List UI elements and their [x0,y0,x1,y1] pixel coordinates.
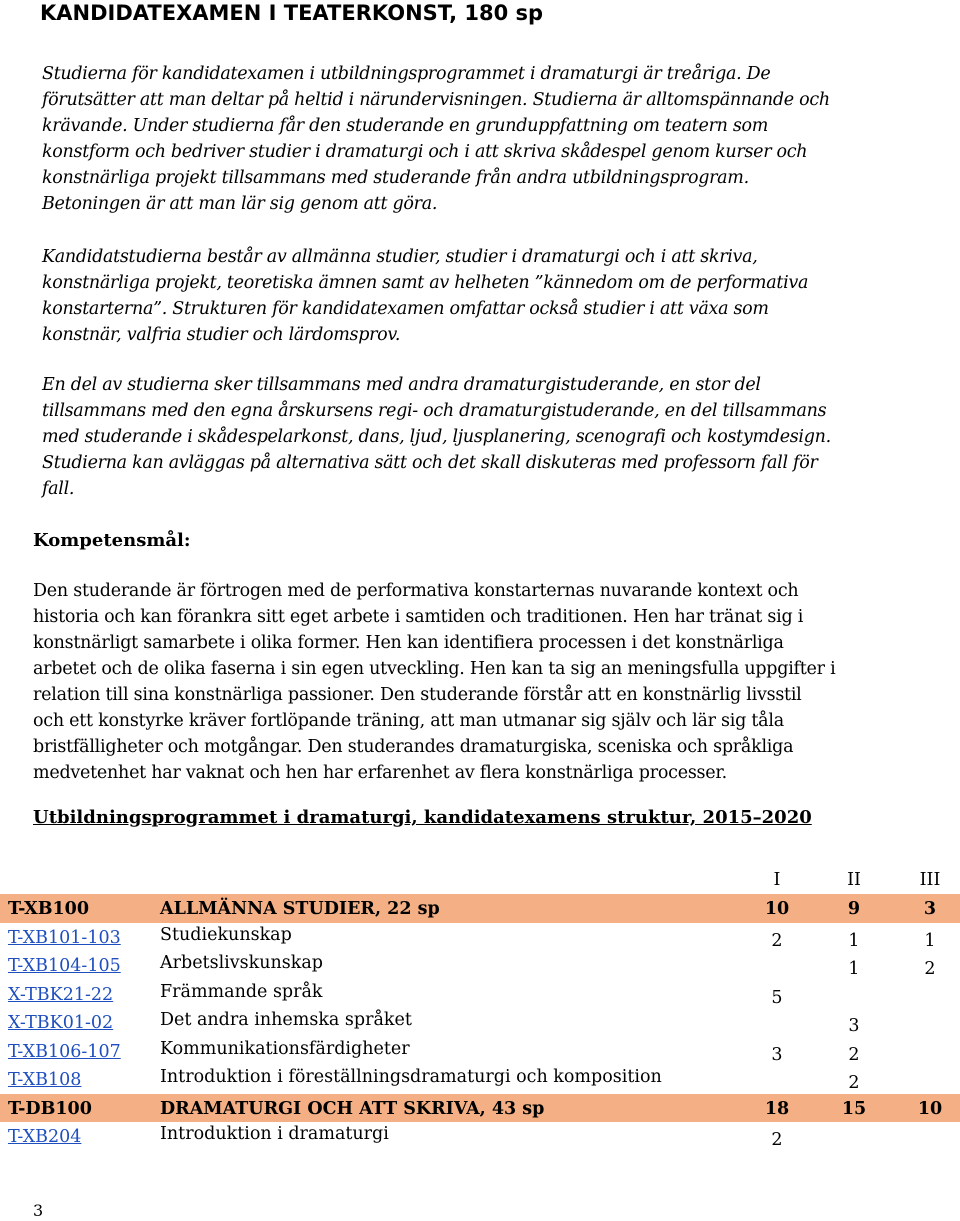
text-line: förutsätter att man deltar på heltid i närundervisningen. Studierna är alltomspännande och [42,90,830,110]
text-line: med studerande i skådespelarkonst, dans, ljud, ljusplanering, scenografi och kostymdesign. [42,427,831,447]
intro-paragraph-2 [42,244,932,348]
credits-year-2: 15 [841,1098,867,1119]
category-code: T-XB100 [8,899,90,919]
course-code-link[interactable]: T-XB106-107 [8,1041,121,1062]
category-row [0,1094,960,1123]
credits-year-2: 2 [848,1073,860,1093]
table-body [0,894,960,1151]
course-code-link[interactable]: X-TBK21-22 [8,984,114,1005]
column-header-year-1: I [773,870,781,890]
credits-year-1: 2 [771,930,783,951]
table-row [0,980,960,1009]
credits-year-2: 1 [848,930,860,951]
text-line: arbetet och de olika faserna i sin egen utveckling. Hen kan ta sig an meningsfulla uppgifter i [33,659,836,679]
credits-year-1: 10 [764,899,790,919]
page-number: 3 [33,1201,44,1220]
table-row [0,1065,960,1094]
course-code-link[interactable]: X-TBK01-02 [8,1013,114,1033]
text-line: En del av studierna sker tillsammans med andra dramaturgistuderande, en stor del [42,375,761,395]
text-line: Kandidatstudierna består av allmänna studier, studier i dramaturgi och i att skriva, [42,247,758,267]
table-row [0,1122,960,1151]
course-code-link[interactable]: T-XB104-105 [8,956,121,976]
competence-heading: Kompetensmål: [33,530,191,551]
credits-year-3: 10 [917,1098,943,1119]
text-line: konstnärligt samarbete i olika former. Hen kan identifiera processen i det konstnärliga [33,633,784,653]
table-row [0,1008,960,1037]
credits-year-1: 2 [771,1130,783,1150]
text-line: konstform och bedriver studier i dramaturgi och i att skriva skådespel genom kurser och [42,142,808,162]
column-header-year-3: III [919,870,941,890]
text-line: fall. [42,479,75,499]
credits-year-1: 18 [764,1098,790,1119]
text-line: konstnärliga projekt tillsammans med studerande från andra utbildningsprogram. [42,168,749,188]
course-name: Det andra inhemska språket [160,1010,412,1030]
text-line: Den studerande är förtrogen med de performativa konstarternas nuvarande kontext och [33,581,799,601]
text-line: tillsammans med den egna årskursens regi- och dramaturgistuderande, en del tillsammans [42,401,827,421]
text-line: bristfälligheter och motgångar. Den studerandes dramaturgiska, sceniska och språkliga [33,737,794,757]
text-line: konstnär, valfria studier och lärdomsprov. [42,325,401,345]
text-line: krävande. Under studierna får den studerande en grunduppfattning om teatern som [42,116,769,136]
credits-year-2: 2 [848,1044,860,1065]
credits-year-2: 9 [847,899,861,919]
course-name: Främmande språk [160,981,323,1002]
course-name: Arbetslivskunskap [160,953,324,973]
text-line: och ett konstyrke kräver fortlöpande träning, att man utmanar sig själv och lär sig tåla [33,711,784,731]
category-code: T-DB100 [8,1098,92,1119]
course-code-link[interactable]: T-XB108 [8,1070,82,1090]
credits-year-2: 1 [848,959,860,979]
course-name: Studiekunskap [160,924,292,945]
text-line: Studierna för kandidatexamen i utbildningsprogrammet i dramaturgi är treåriga. De [42,64,771,84]
category-title: ALLMÄNNA STUDIER, 22 sp [160,899,440,919]
credits-year-2: 3 [848,1016,860,1036]
competence-paragraph [33,578,933,786]
structure-table [0,866,960,1151]
course-name: Introduktion i dramaturgi [160,1124,389,1144]
course-name: Introduktion i föreställningsdramaturgi och komposition [160,1067,662,1087]
category-title: DRAMATURGI OCH ATT SKRIVA, 43 sp [160,1098,545,1119]
text-line: historia och kan förankra sitt eget arbete i samtiden och traditionen. Hen har tränat sig i [33,607,804,627]
text-line: Betoningen är att man lär sig genom att göra. [42,194,438,214]
course-code-link[interactable]: T-XB101-103 [8,927,121,948]
course-code-link[interactable]: T-XB204 [8,1127,82,1147]
credits-year-1: 5 [771,987,783,1008]
credits-year-3: 2 [924,959,936,979]
credits-year-1: 3 [771,1044,783,1065]
text-line: konstnärliga projekt, teoretiska ämnen samt av helheten ”kännedom om de performativa [42,273,809,293]
column-header-year-2: II [847,870,861,890]
page-title: KANDIDATEXAMEN I TEATERKONST, 180 sp [40,1,544,25]
category-row [0,894,960,923]
table-header-row [0,866,960,894]
structure-heading: Utbildningsprogrammet i dramaturgi, kandidatexamens struktur, 2015–2020 [33,807,812,828]
intro-paragraph-3 [42,372,932,502]
credits-year-3: 3 [923,899,937,919]
text-line: medvetenhet har vaknat och hen har erfarenhet av flera konstnärliga processer. [33,763,727,783]
credits-year-3: 1 [924,930,936,951]
course-name: Kommunikationsfärdigheter [160,1038,410,1059]
table-row [0,923,960,952]
table-row [0,1037,960,1066]
text-line: Studierna kan avläggas på alternativa sätt och det skall diskuteras med professorn fall för [42,453,818,473]
table-row [0,951,960,980]
intro-paragraph-1 [42,61,932,217]
text-line: relation till sina konstnärliga passioner. Den studerande förstår att en konstnärlig livsstil [33,685,802,705]
text-line: konstarterna”. Strukturen för kandidatexamen omfattar också studier i att växa som [42,299,769,319]
